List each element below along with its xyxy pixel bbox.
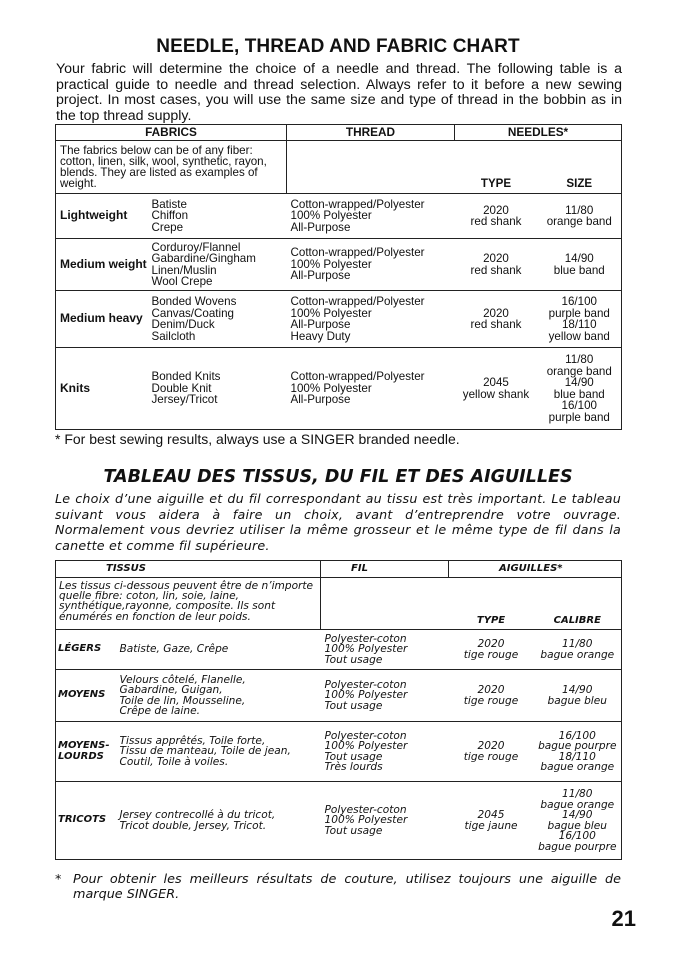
row-needle-size bbox=[538, 291, 622, 348]
row-category: Medium weight bbox=[56, 239, 148, 291]
row-category: Lightweight bbox=[56, 194, 148, 239]
row-fabrics bbox=[116, 782, 321, 860]
row-fabrics-line: Gabardine/Gingham bbox=[151, 252, 256, 265]
row-fabrics-line: Chiffon bbox=[151, 209, 189, 223]
row-thread-line: Tout usage bbox=[324, 653, 383, 666]
row-thread bbox=[321, 722, 449, 782]
row-fabrics-line: Gabardine, Guigan, bbox=[119, 684, 223, 696]
row-thread-line: Polyester-coton bbox=[324, 729, 407, 742]
row-needle-type-line: 2045 bbox=[477, 809, 505, 821]
row-needle-size bbox=[538, 348, 622, 430]
row-fabrics-line: Batiste, Gaze, Crêpe bbox=[119, 643, 229, 656]
table-header-row-french bbox=[56, 561, 622, 578]
page-title-english: NEEDLE, THREAD AND FABRIC CHART bbox=[156, 36, 520, 57]
row-fabrics-line: Denim/Duck bbox=[151, 318, 215, 331]
row-thread-line: Tout usage bbox=[324, 750, 383, 763]
row-thread-line: Très lourds bbox=[324, 761, 383, 773]
row-needle-size-line: yellow band bbox=[548, 329, 610, 343]
row-needle-size bbox=[534, 670, 622, 722]
row-category: Medium heavy bbox=[56, 291, 148, 348]
row-needle-size-line: purple band bbox=[548, 306, 610, 320]
table-row bbox=[56, 670, 622, 722]
row-fabrics-line: Bonded Wovens bbox=[151, 295, 237, 308]
row-thread bbox=[321, 670, 449, 722]
row-category-line: TRICOTS bbox=[58, 814, 107, 826]
row-needle-size-line: purple band bbox=[548, 410, 610, 424]
row-category bbox=[56, 722, 116, 782]
row-fabrics-line: Crêpe de laine. bbox=[119, 705, 200, 717]
row-needle-size-line: 18/110 bbox=[561, 318, 597, 331]
table-row bbox=[56, 722, 622, 782]
row-fabrics-line: Linen/Muslin bbox=[151, 263, 217, 277]
row-needle-size-line: 18/110 bbox=[558, 750, 596, 763]
table-row bbox=[56, 782, 622, 860]
row-needle-size-line: 16/100 bbox=[561, 399, 597, 412]
row-thread-line: Cotton-wrapped/Polyester bbox=[290, 197, 425, 211]
row-needle-type bbox=[455, 291, 538, 348]
table-intro-text-french: Les tissus ci-dessous peuvent être de n’importe quelle fibre: coton, lin, soie, laine, synthétique,rayonne, composite. Ils sont énumérés en fonction de leur poids. bbox=[56, 578, 321, 630]
footnote-french bbox=[55, 872, 621, 902]
row-needle-type bbox=[455, 239, 538, 291]
header-thread: THREAD bbox=[287, 125, 455, 141]
row-thread-line: All-Purpose bbox=[290, 220, 351, 234]
row-fabrics bbox=[148, 194, 287, 239]
row-fabrics-line: Velours côtelé, Flanelle, bbox=[119, 673, 246, 686]
row-category bbox=[56, 670, 116, 722]
row-fabrics-line: Canvas/Coating bbox=[151, 306, 234, 320]
row-fabrics-line: Tricot double, Jersey, Tricot. bbox=[119, 819, 267, 832]
table-row bbox=[56, 239, 622, 291]
row-needle-type-line: 2020 bbox=[477, 684, 505, 696]
header-fil: FIL bbox=[321, 561, 449, 578]
row-thread-line: 100% Polyester bbox=[324, 689, 408, 702]
row-thread-line: All-Purpose bbox=[290, 393, 351, 407]
row-thread-line: 100% Polyester bbox=[290, 306, 372, 320]
row-thread bbox=[321, 630, 449, 670]
footnote-english: * For best sewing results, always use a SINGER branded needle. bbox=[55, 431, 460, 447]
row-category bbox=[56, 630, 116, 670]
row-needle-type-line: 2020 bbox=[483, 252, 509, 265]
row-thread-line: All-Purpose bbox=[290, 318, 351, 331]
row-thread-line: Polyester-coton bbox=[324, 632, 407, 645]
row-fabrics-line: Tissu de manteau, Toile de jean, bbox=[119, 745, 291, 758]
row-fabrics-line: Coutil, Toile à voiles. bbox=[119, 755, 229, 768]
row-needle-type-line: red shank bbox=[470, 263, 522, 277]
row-fabrics bbox=[116, 630, 321, 670]
row-needle-type-line: 2020 bbox=[483, 306, 509, 320]
row-needle-size-line: bague orange bbox=[540, 648, 615, 661]
row-needle-type-line: tige rouge bbox=[463, 750, 519, 763]
header-tissus: TISSUS bbox=[56, 561, 321, 578]
row-category-line: MOYENS- bbox=[58, 740, 110, 751]
needle-thread-fabric-table-french bbox=[55, 560, 622, 860]
row-fabrics-line: Jersey/Tricot bbox=[151, 393, 218, 407]
row-needle-size-line: 14/90 bbox=[564, 252, 594, 265]
row-needle-size-line: orange band bbox=[546, 215, 612, 228]
row-needle-type bbox=[455, 348, 538, 430]
page-number: 21 bbox=[611, 906, 636, 931]
row-fabrics bbox=[116, 722, 321, 782]
row-needle-size-line: bague bleu bbox=[547, 694, 607, 707]
subheader-calibre: CALIBRE bbox=[534, 578, 622, 630]
row-needle-size-line: 11/80 bbox=[565, 203, 594, 217]
row-needle-size-line: 11/80 bbox=[562, 788, 593, 800]
row-thread-line: Heavy Duty bbox=[290, 329, 351, 343]
row-fabrics-line: Double Knit bbox=[151, 381, 212, 395]
row-thread bbox=[321, 782, 449, 860]
row-needle-size-line: bague pourpre bbox=[538, 840, 617, 853]
row-fabrics bbox=[116, 670, 321, 722]
row-needle-size-line: 16/100 bbox=[558, 729, 596, 742]
row-needle-size-line: 16/100 bbox=[558, 830, 596, 842]
subheader-type: TYPE bbox=[455, 141, 538, 194]
row-needle-size-line: 16/100 bbox=[561, 295, 597, 308]
page-title-french: TABLEAU DES TISSUS, DU FIL ET DES AIGUILLES bbox=[103, 467, 573, 487]
row-needle-type-line: 2045 bbox=[483, 376, 509, 389]
row-needle-size-line: orange band bbox=[546, 364, 612, 378]
table-intro-row-french bbox=[56, 578, 622, 630]
row-thread bbox=[287, 291, 455, 348]
row-needle-size-line: blue band bbox=[553, 387, 605, 401]
header-fabrics: FABRICS bbox=[56, 125, 287, 141]
subheader-size: SIZE bbox=[538, 141, 622, 194]
row-category-line: LÉGERS bbox=[58, 643, 102, 655]
row-needle-size-line: 11/80 bbox=[565, 353, 594, 366]
row-needle-type-line: yellow shank bbox=[462, 387, 530, 401]
row-fabrics-line: Crepe bbox=[151, 220, 184, 234]
row-thread-line: All-Purpose bbox=[290, 269, 351, 283]
row-needle-size-line: bague bleu bbox=[547, 819, 607, 832]
row-needle-size-line: 14/90 bbox=[562, 684, 593, 696]
row-needle-size-line: bague orange bbox=[540, 761, 615, 773]
row-thread-line: 100% Polyester bbox=[324, 740, 408, 752]
row-fabrics-line: Batiste bbox=[151, 197, 187, 211]
row-needle-type-line: tige rouge bbox=[463, 648, 519, 661]
row-fabrics-line: Wool Crepe bbox=[151, 275, 213, 288]
row-needle-type-line: 2020 bbox=[477, 638, 505, 650]
row-thread-line: Cotton-wrapped/Polyester bbox=[290, 246, 425, 260]
row-needle-size-line: 11/80 bbox=[562, 638, 593, 650]
table-row bbox=[56, 194, 622, 239]
row-thread bbox=[287, 194, 455, 239]
row-category: Knits bbox=[56, 348, 148, 430]
row-thread-line: 100% Polyester bbox=[324, 814, 408, 827]
row-needle-type bbox=[455, 194, 538, 239]
row-fabrics-line: Corduroy/Flannel bbox=[151, 240, 241, 254]
subheader-type-french: TYPE bbox=[449, 578, 534, 630]
row-thread bbox=[287, 239, 455, 291]
row-needle-size-line: 14/90 bbox=[564, 376, 594, 389]
intro-paragraph-french: Le choix d’une aiguille et du fil correspondant au tissu est très important. Le tableau suivant vous aidera à faire un choix, avant d’entreprendre votre ouvrage. Normalement vous devriez utiliser la même grosseur et le même type de fil dans la canette et comme fil supérieure. bbox=[55, 491, 621, 553]
row-fabrics-line: Tissus apprêtés, Toile forte, bbox=[119, 734, 266, 747]
row-category-line: LOURDS bbox=[58, 750, 104, 762]
row-needle-size bbox=[534, 782, 622, 860]
table-row bbox=[56, 291, 622, 348]
footnote-text: Pour obtenir les meilleurs résultats de couture, utilisez toujours une aiguille de marque SINGER. bbox=[73, 872, 621, 902]
row-fabrics-line: Toile de lin, Mousseline, bbox=[119, 694, 246, 707]
row-thread-line: Cotton-wrapped/Polyester bbox=[290, 295, 425, 308]
row-needle-size bbox=[538, 239, 622, 291]
row-thread-line: Tout usage bbox=[324, 824, 383, 837]
intro-paragraph-english: Your fabric will determine the choice of a needle and thread. The following table is a practical guide to needle and thread selection. Always refer to it before a new sewing project. In most cases, you will use the same size and type of thread in the bobbin as in the top thread supply. bbox=[56, 61, 622, 124]
row-needle-type-line: red shank bbox=[470, 318, 522, 331]
row-category bbox=[56, 782, 116, 860]
row-needle-type-line: tige jaune bbox=[464, 819, 518, 832]
row-needle-size-line: 14/90 bbox=[562, 809, 593, 821]
row-fabrics bbox=[148, 239, 287, 291]
row-thread-line: 100% Polyester bbox=[290, 381, 372, 395]
table-row bbox=[56, 630, 622, 670]
row-thread-line: Cotton-wrapped/Polyester bbox=[290, 370, 425, 384]
row-fabrics-line: Bonded Knits bbox=[151, 370, 221, 384]
row-needle-type bbox=[449, 630, 534, 670]
row-needle-size-line: bague pourpre bbox=[538, 740, 617, 752]
row-fabrics bbox=[148, 348, 287, 430]
row-needle-size bbox=[534, 722, 622, 782]
row-needle-type bbox=[449, 722, 534, 782]
row-fabrics bbox=[148, 291, 287, 348]
needle-thread-fabric-table-english bbox=[55, 124, 622, 430]
table-intro-text: The fabrics below can be of any fiber: cotton, linen, silk, wool, synthetic, rayon, blends. They are listed as examples of weight. bbox=[56, 141, 287, 194]
row-needle-size-line: bague orange bbox=[540, 798, 615, 811]
row-thread-line: Polyester-coton bbox=[324, 678, 407, 691]
row-thread-line: Polyester-coton bbox=[324, 803, 407, 816]
row-needle-type-line: 2020 bbox=[477, 740, 505, 752]
row-thread bbox=[287, 348, 455, 430]
row-needle-type bbox=[449, 670, 534, 722]
footnote-star: * bbox=[55, 872, 62, 887]
row-category-line: MOYENS bbox=[58, 689, 106, 701]
row-fabrics-line: Jersey contrecollé à du tricot, bbox=[119, 809, 276, 821]
table-header-row bbox=[56, 125, 622, 141]
row-thread-line: 100% Polyester bbox=[324, 643, 408, 656]
row-needle-size bbox=[534, 630, 622, 670]
row-thread-line: Tout usage bbox=[324, 699, 383, 712]
row-needle-size-line: blue band bbox=[553, 263, 605, 277]
row-thread-line: 100% Polyester bbox=[290, 209, 372, 223]
row-needle-type bbox=[449, 782, 534, 860]
table-row bbox=[56, 348, 622, 430]
row-needle-size bbox=[538, 194, 622, 239]
row-needle-type-line: red shank bbox=[470, 215, 522, 228]
row-thread-line: 100% Polyester bbox=[290, 257, 372, 271]
row-needle-type-line: 2020 bbox=[483, 203, 509, 217]
row-fabrics-line: Sailcloth bbox=[151, 329, 196, 343]
header-needles: NEEDLES* bbox=[455, 125, 622, 141]
header-aiguilles: AIGUILLES* bbox=[449, 561, 622, 578]
table-intro-row bbox=[56, 141, 622, 194]
row-needle-type-line: tige rouge bbox=[463, 694, 519, 707]
